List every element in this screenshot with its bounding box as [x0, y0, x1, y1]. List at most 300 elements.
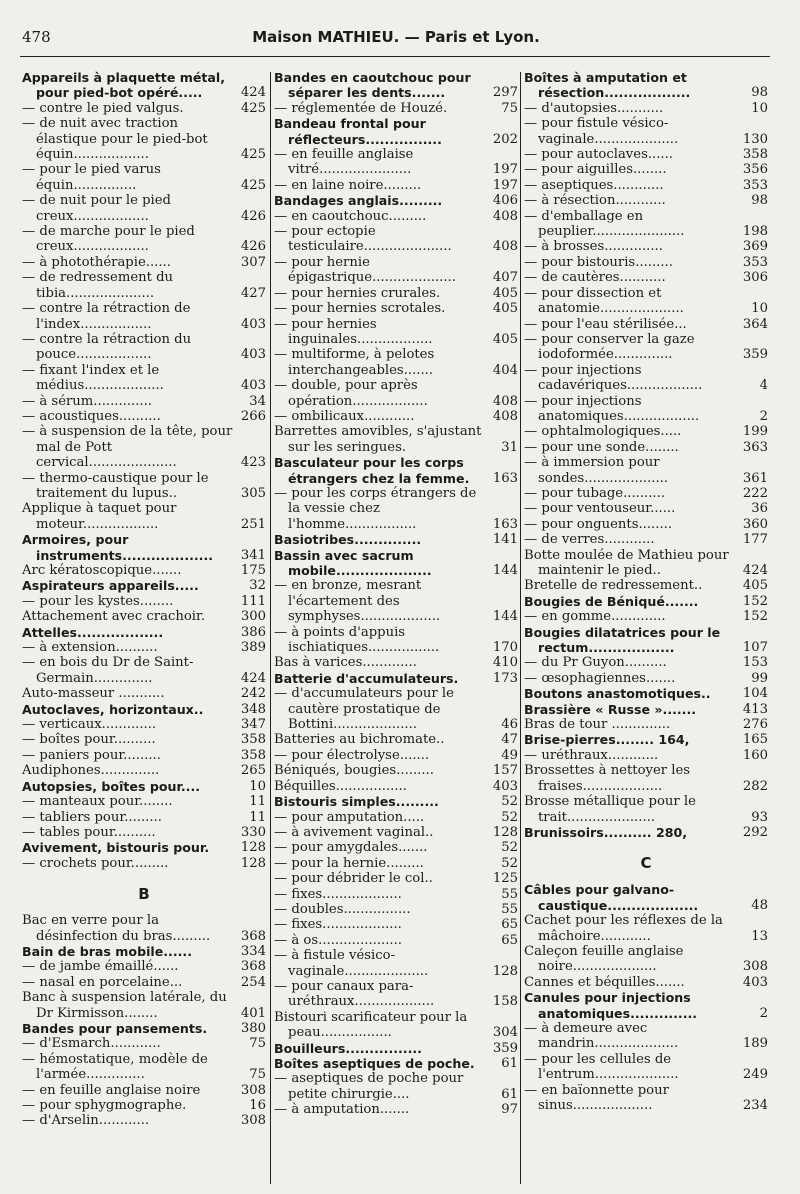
index-entry	[22, 1083, 266, 1098]
entry-text: — en laine noire.........	[274, 177, 422, 193]
entry-page-number: 107	[742, 640, 768, 656]
entry-text: — en gomme.............	[524, 609, 666, 625]
index-entry	[524, 578, 768, 593]
entry-page-number: 98	[751, 193, 768, 209]
index-entry	[274, 70, 518, 101]
index-entry	[524, 239, 768, 254]
index-entry	[22, 763, 266, 778]
index-entry	[274, 301, 518, 316]
entry-page-number: 2	[759, 408, 768, 424]
index-entry	[22, 748, 266, 763]
index-entry	[22, 193, 266, 224]
index-entry	[524, 671, 768, 686]
entry-text: — contre la rétraction du pouce..................	[22, 331, 192, 363]
index-entry	[22, 810, 266, 825]
entry-page-number: 427	[240, 285, 266, 301]
entry-page-number: 52	[501, 794, 518, 810]
entry-text: — ombilicaux............	[274, 408, 415, 424]
index-entry	[274, 887, 518, 902]
entry-text: Boîtes à amputation et résection..................	[524, 70, 691, 101]
entry-text: Avivement, bistouris pour.	[22, 840, 210, 856]
index-column-2	[274, 70, 518, 1118]
entry-page-number: 157	[492, 763, 518, 779]
entry-text: — pour aiguilles........	[524, 162, 667, 178]
entry-text: Applique à taquet pour moteur..................	[22, 501, 177, 532]
entry-text: Bassin avec sacrum mobile....................	[274, 547, 432, 578]
entry-text: — contre la rétraction de l'index.................	[22, 301, 191, 332]
entry-page-number: 160	[742, 747, 768, 763]
entry-page-number: 358	[742, 147, 768, 163]
entry-text: Bandes pour pansements.	[22, 1020, 208, 1036]
entry-text: — pour ventouseur......	[524, 501, 676, 517]
index-entry	[524, 990, 768, 1021]
entry-text: Batterie d'accumulateurs.	[274, 670, 459, 686]
entry-text: — pour débrider le col..	[274, 871, 433, 887]
entry-page-number: 31	[501, 439, 518, 455]
entry-text: — à extension..........	[22, 640, 158, 656]
index-entry	[524, 1021, 768, 1052]
index-entry	[22, 162, 266, 193]
entry-text: Attachement avec crachoir.	[22, 609, 206, 625]
entry-page-number: 403	[492, 778, 518, 794]
entry-text: Attelles..................	[22, 624, 164, 640]
entry-page-number: 307	[240, 254, 266, 270]
index-entry	[22, 1052, 266, 1083]
entry-text: — à amputation.......	[274, 1102, 410, 1118]
entry-text: Bandeau frontal pour réflecteurs................	[274, 116, 442, 147]
entry-text: Béquilles.................	[274, 778, 407, 794]
entry-page-number: 405	[742, 578, 768, 594]
index-entry	[22, 471, 266, 502]
index-entry	[274, 578, 518, 624]
index-entry	[22, 332, 266, 363]
entry-text: — aseptiques de poche pour petite chirurgie....	[274, 1071, 464, 1102]
entry-page-number: 10	[751, 301, 768, 317]
entry-page-number: 276	[742, 717, 768, 733]
entry-page-number: 403	[742, 974, 768, 990]
entry-text: — en feuille anglaise noire	[22, 1082, 201, 1098]
section-letter: B	[138, 885, 150, 904]
index-entry	[524, 317, 768, 332]
index-entry	[524, 594, 768, 609]
section-letter: C	[640, 854, 652, 873]
entry-text: Brossettes à nettoyer les fraises...................	[524, 763, 691, 794]
entry-text: — pour ectopie testiculaire.....................	[274, 224, 452, 255]
index-entry	[22, 1021, 266, 1036]
index-entry	[274, 193, 518, 208]
entry-page-number: 403	[240, 347, 266, 363]
entry-page-number: 266	[240, 408, 266, 424]
entry-page-number: 32	[249, 578, 266, 594]
entry-page-number: 175	[240, 563, 266, 578]
entry-page-number: 305	[240, 485, 266, 501]
entry-page-number: 10	[249, 778, 266, 794]
entry-text: Batteries au bichromate..	[274, 732, 445, 748]
entry-page-number: 111	[240, 593, 266, 609]
index-entry	[524, 655, 768, 670]
index-entry	[22, 255, 266, 270]
entry-text: — aseptiques............	[524, 177, 664, 193]
index-entry	[22, 944, 266, 959]
entry-text: — ophtalmologiques.....	[524, 424, 682, 440]
index-entry	[524, 1052, 768, 1083]
index-entry	[524, 455, 768, 486]
entry-page-number: 363	[742, 439, 768, 455]
index-entry	[22, 717, 266, 732]
entry-page-number: 406	[492, 193, 518, 209]
index-entry	[274, 748, 518, 763]
index-entry	[22, 856, 266, 871]
index-entry	[274, 532, 518, 547]
entry-text: Aspirateurs appareils.....	[22, 578, 199, 594]
entry-page-number: 177	[742, 532, 768, 548]
entry-page-number: 358	[240, 732, 266, 748]
entry-page-number: 49	[501, 747, 518, 763]
entry-text: — pour hernie épigastrique....................	[274, 254, 456, 286]
index-entry	[22, 1113, 266, 1128]
index-entry	[22, 840, 266, 855]
entry-page-number: 4	[759, 378, 768, 394]
entry-page-number: 403	[240, 378, 266, 394]
entry-page-number: 11	[249, 794, 266, 810]
entry-text: — à os....................	[274, 932, 402, 948]
entry-page-number: 405	[492, 301, 518, 317]
entry-text: — d'autopsies...........	[524, 100, 664, 116]
entry-page-number: 424	[742, 563, 768, 578]
entry-page-number: 158	[492, 994, 518, 1010]
entry-text: — fixes...................	[274, 886, 402, 902]
entry-page-number: 75	[501, 100, 518, 116]
index-entry	[274, 933, 518, 948]
entry-page-number: 141	[492, 532, 518, 548]
entry-text: Bougies de Béniqué.......	[524, 593, 699, 609]
entry-page-number: 361	[742, 470, 768, 486]
index-entry	[274, 317, 518, 348]
entry-text: — d'emballage en peuplier......................	[524, 208, 685, 240]
index-entry	[524, 501, 768, 516]
header-rule	[20, 56, 770, 57]
index-entry	[524, 178, 768, 193]
index-entry	[22, 732, 266, 747]
entry-text: — de nuit avec traction élastique pour le pied-bot équin..................	[22, 116, 208, 163]
entry-text: Banc à suspension latérale, du Dr Kirmisson........	[22, 990, 227, 1021]
entry-page-number: 401	[240, 1005, 266, 1021]
entry-text: — pour canaux para-uréthraux...................	[274, 978, 435, 1010]
entry-page-number: 297	[492, 85, 518, 101]
entry-text: — tabliers pour.........	[22, 809, 162, 825]
entry-page-number: 65	[501, 917, 518, 933]
entry-text: — à brosses..............	[524, 239, 663, 255]
entry-page-number: 408	[492, 239, 518, 255]
entry-text: — crochets pour.........	[22, 855, 169, 871]
entry-page-number: 144	[492, 563, 518, 578]
entry-page-number: 11	[249, 809, 266, 825]
index-entry	[22, 825, 266, 840]
index-entry	[274, 101, 518, 116]
index-entry	[524, 625, 768, 656]
index-entry	[524, 794, 768, 825]
entry-page-number: 410	[492, 655, 518, 671]
entry-text: Botte moulée de Mathieu pour maintenir le pied..	[524, 547, 729, 578]
index-entry	[22, 975, 266, 990]
entry-text: Basiotribes..............	[274, 532, 422, 548]
entry-page-number: 55	[501, 886, 518, 902]
index-entry	[524, 882, 768, 913]
entry-text: — à avivement vaginal..	[274, 824, 434, 840]
entry-text: Caleçon feuille anglaise noire....................	[524, 943, 684, 975]
entry-page-number: 47	[501, 732, 518, 748]
entry-page-number: 368	[240, 928, 266, 944]
index-entry	[524, 394, 768, 425]
entry-page-number: 36	[751, 501, 768, 517]
entry-text: Arc kératoscopique.......	[22, 563, 182, 578]
entry-text: — de jambe émaillé......	[22, 959, 179, 975]
entry-page-number: 356	[742, 162, 768, 178]
entry-text: — à suspension de la tête, pour mal de Pott cervical.....................	[22, 424, 233, 471]
entry-text: — à demeure avec mandrin....................	[524, 1020, 679, 1052]
entry-page-number: 358	[240, 747, 266, 763]
entry-page-number: 424	[240, 85, 266, 101]
index-entry	[524, 424, 768, 439]
entry-text: — manteaux pour........	[22, 794, 173, 810]
entry-text: — pour hernies scrotales.	[274, 301, 446, 317]
index-entry	[22, 578, 266, 593]
index-entry	[22, 394, 266, 409]
entry-text: — tables pour..........	[22, 824, 156, 840]
entry-text: Béniqués, bougies.........	[274, 763, 434, 779]
entry-text: — pour fistule vésico-vaginale....................	[524, 116, 679, 147]
index-entry	[22, 640, 266, 655]
entry-text: Bas à varices.............	[274, 655, 417, 671]
entry-page-number: 249	[742, 1067, 768, 1083]
index-entry	[22, 101, 266, 116]
entry-text: — doubles................	[274, 901, 411, 917]
entry-page-number: 368	[240, 959, 266, 975]
entry-page-number: 173	[492, 670, 518, 686]
entry-text: — en bois du Dr de Saint-Germain..............	[22, 655, 194, 686]
index-entry	[22, 70, 266, 101]
entry-text: — d'accumulateurs pour le cautère prostatique de Bottini....................	[274, 686, 454, 733]
entry-page-number: 359	[742, 347, 768, 363]
entry-page-number: 128	[492, 963, 518, 979]
entry-page-number: 163	[492, 516, 518, 532]
entry-text: Bretelle de redressement..	[524, 578, 703, 594]
entry-text: — à immersion pour sondes....................	[524, 455, 669, 486]
index-entry	[274, 810, 518, 825]
entry-text: Bac en verre pour la désinfection du bras.........	[22, 913, 211, 944]
entry-text: Cachet pour les réflexes de la mâchoire............	[524, 913, 723, 944]
entry-page-number: 163	[492, 470, 518, 486]
entry-text: Armoires, pour instruments...................	[22, 532, 214, 563]
index-entry	[524, 548, 768, 579]
index-entry	[22, 501, 266, 532]
entry-page-number: 386	[240, 624, 266, 640]
entry-text: Audiphones..............	[22, 763, 160, 779]
entry-page-number: 359	[492, 1040, 518, 1056]
entry-text: Boutons anastomotiques..	[524, 686, 711, 702]
entry-page-number: 189	[742, 1036, 768, 1052]
index-entry	[22, 409, 266, 424]
entry-page-number: 153	[742, 655, 768, 671]
entry-page-number: 46	[501, 717, 518, 733]
entry-page-number: 125	[492, 871, 518, 887]
entry-page-number: 128	[240, 855, 266, 871]
entry-text: — de cautères...........	[524, 270, 666, 286]
index-entry	[524, 702, 768, 717]
entry-page-number: 304	[492, 1025, 518, 1041]
entry-text: — pour les corps étrangers de la vessie chez l'homme.................	[274, 485, 477, 532]
index-entry	[524, 101, 768, 116]
entry-text: — fixant l'index et le médius...................	[22, 362, 164, 394]
entry-page-number: 98	[751, 85, 768, 101]
index-entry	[274, 116, 518, 147]
entry-text: — en feuille anglaise vitré......................	[274, 147, 414, 178]
entry-text: Auto-masseur ...........	[22, 686, 165, 702]
index-entry	[524, 255, 768, 270]
entry-page-number: 61	[501, 1056, 518, 1071]
entry-page-number: 34	[249, 393, 266, 409]
index-entry	[524, 609, 768, 624]
entry-page-number: 341	[240, 547, 266, 563]
entry-page-number: 426	[240, 239, 266, 255]
index-entry	[274, 686, 518, 732]
index-entry	[274, 178, 518, 193]
entry-page-number: 425	[240, 177, 266, 193]
index-entry	[274, 871, 518, 886]
entry-page-number: 170	[492, 640, 518, 656]
index-entry	[22, 609, 266, 624]
entry-page-number: 222	[742, 485, 768, 501]
index-entry	[22, 1036, 266, 1051]
index-entry	[22, 779, 266, 794]
entry-text: Appareils à plaquette métal, pour pied-bot opéré.....	[22, 70, 226, 101]
entry-page-number: 408	[492, 208, 518, 224]
entry-page-number: 198	[742, 224, 768, 240]
index-entry	[524, 763, 768, 794]
entry-text: — pour la hernie.........	[274, 855, 424, 871]
index-entry	[274, 409, 518, 424]
page-header	[22, 22, 770, 50]
entry-page-number: 152	[742, 609, 768, 625]
entry-text: Boîtes aseptiques de poche.	[274, 1056, 475, 1071]
entry-page-number: 353	[742, 254, 768, 270]
index-entry	[22, 270, 266, 301]
entry-page-number: 334	[240, 943, 266, 959]
index-entry	[274, 1056, 518, 1071]
index-entry	[524, 332, 768, 363]
index-entry	[524, 440, 768, 455]
entry-text: — d'Arselin............	[22, 1113, 150, 1129]
entry-text: — acoustiques..........	[22, 408, 161, 424]
index-entry	[22, 116, 266, 162]
entry-text: Câbles pour galvano-caustique...................	[524, 882, 699, 913]
entry-page-number: 197	[492, 162, 518, 178]
index-entry	[22, 625, 266, 640]
index-entry	[274, 224, 518, 255]
entry-page-number: 423	[240, 455, 266, 471]
entry-page-number: 199	[742, 424, 768, 440]
entry-text: — en bronze, mesrant l'écartement des symphyses...................	[274, 578, 441, 625]
index-columns	[0, 70, 800, 1190]
entry-page-number: 75	[249, 1036, 266, 1052]
index-entry	[524, 825, 768, 840]
entry-text: — pour hernies inguinales..................	[274, 316, 433, 347]
entry-page-number: 330	[240, 824, 266, 840]
entry-page-number: 408	[492, 393, 518, 409]
entry-text: Brassière « Russe ».......	[524, 701, 697, 717]
entry-text: — fixes...................	[274, 917, 402, 933]
entry-text: Basculateur pour les corps étrangers chez la femme.	[274, 455, 470, 486]
entry-page-number: 413	[742, 701, 768, 717]
entry-text: — en baïonnette pour sinus...................	[524, 1082, 669, 1113]
index-entry	[524, 717, 768, 732]
index-entry	[524, 116, 768, 147]
index-entry	[524, 147, 768, 162]
entry-text: — à résection............	[524, 193, 666, 209]
index-entry	[274, 948, 518, 979]
index-entry	[524, 732, 768, 747]
page-number: 478	[22, 28, 51, 46]
entry-page-number: 128	[240, 840, 266, 856]
entry-page-number: 364	[742, 316, 768, 332]
entry-text: Bandes en caoutchouc pour séparer les dents.......	[274, 70, 471, 101]
entry-text: — réglementée de Houzé.	[274, 100, 448, 116]
entry-page-number: 2	[759, 1005, 768, 1021]
entry-text: — en caoutchouc.........	[274, 208, 427, 224]
entry-text: Bain de bras mobile......	[22, 943, 192, 959]
index-entry	[22, 959, 266, 974]
entry-page-number: 130	[742, 131, 768, 147]
entry-text: Bouilleurs................	[274, 1040, 422, 1056]
index-entry	[274, 548, 518, 579]
entry-text: Barrettes amovibles, s'ajustant sur les seringues.	[274, 424, 482, 455]
entry-text: — pour l'eau stérilisée...	[524, 316, 687, 332]
entry-text: — pour amygdales.......	[274, 840, 428, 856]
index-entry	[22, 301, 266, 332]
entry-page-number: 251	[240, 516, 266, 532]
entry-text: — de marche pour le pied creux..................	[22, 224, 195, 255]
entry-text: Brise-pierres........ 164,	[524, 732, 690, 748]
entry-text: — d'Esmarch............	[22, 1036, 161, 1052]
entry-text: — de verres............	[524, 532, 655, 548]
entry-page-number: 93	[751, 809, 768, 825]
entry-page-number: 152	[742, 593, 768, 609]
index-entry	[274, 671, 518, 686]
page-title: Maison MATHIEU. — Paris et Lyon.	[252, 28, 540, 46]
entry-page-number: 408	[492, 408, 518, 424]
entry-page-number: 254	[240, 974, 266, 990]
index-entry	[22, 794, 266, 809]
entry-text: Brosse métallique pour le trait.....................	[524, 794, 696, 825]
index-entry	[524, 209, 768, 240]
entry-page-number: 61	[501, 1086, 518, 1102]
entry-page-number: 128	[492, 824, 518, 840]
entry-text: — à photothérapie......	[22, 254, 171, 270]
entry-text: — pour dissection et anatomie....................	[524, 285, 684, 317]
entry-text: — pour sphygmographe.	[22, 1098, 187, 1113]
entry-page-number: 144	[492, 609, 518, 625]
index-entry	[524, 363, 768, 394]
index-entry	[274, 1010, 518, 1041]
entry-text: Cannes et béquilles.......	[524, 974, 685, 990]
entry-page-number: 97	[501, 1102, 518, 1118]
entry-text: — à points d'appuis ischiatiques.................	[274, 624, 440, 656]
index-entry	[274, 979, 518, 1010]
entry-page-number: 389	[240, 640, 266, 656]
entry-text: Bistouris simples.........	[274, 794, 439, 810]
index-entry	[274, 1041, 518, 1056]
entry-page-number: 425	[240, 100, 266, 116]
